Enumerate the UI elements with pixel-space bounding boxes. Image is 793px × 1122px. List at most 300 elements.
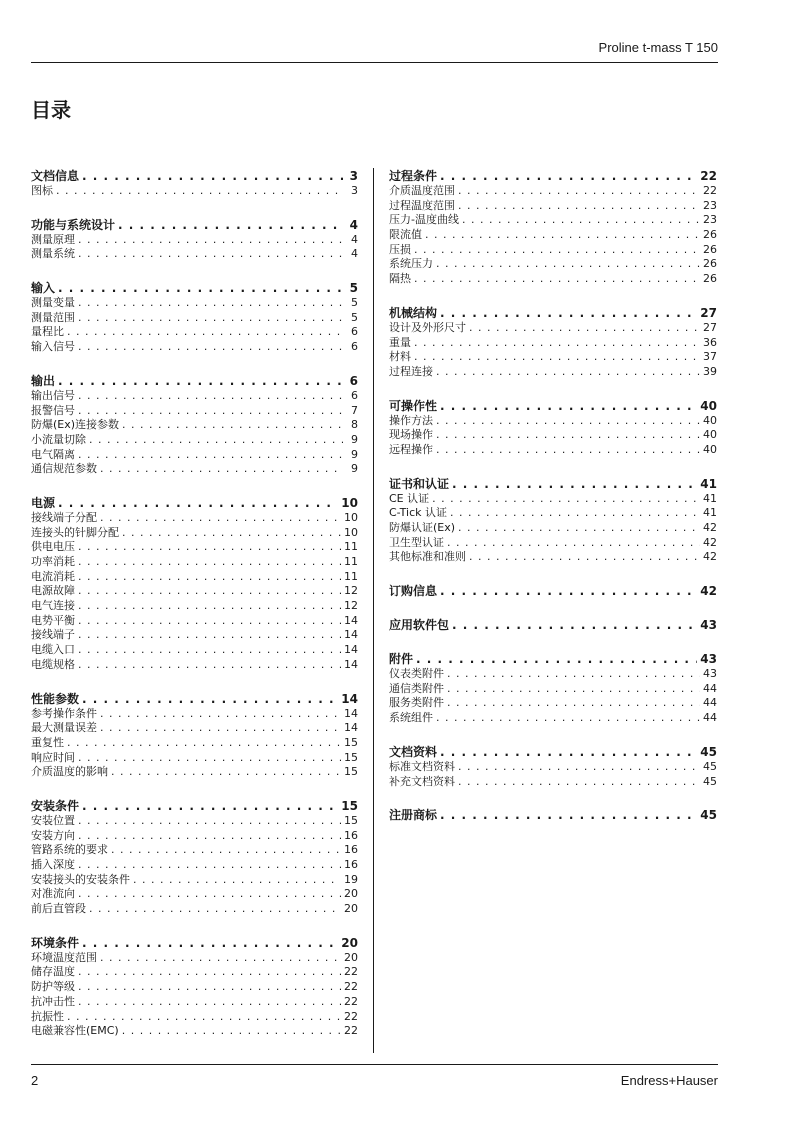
- toc-entry[interactable]: [31, 980, 358, 995]
- toc-entry-label: 现场操作: [389, 428, 433, 442]
- toc-section: [389, 744, 717, 789]
- dot-leader: [78, 404, 343, 419]
- toc-heading[interactable]: [389, 617, 717, 633]
- toc-section: [389, 617, 717, 633]
- toc-entry[interactable]: [31, 325, 358, 340]
- toc-entry-label: 介质温度范围: [389, 184, 455, 197]
- dot-leader: [78, 614, 341, 629]
- dot-leader: [78, 599, 341, 614]
- dot-leader: [458, 521, 700, 536]
- toc-heading[interactable]: [31, 691, 358, 707]
- dot-leader: [78, 340, 343, 355]
- toc-entry-label: 隔热: [389, 272, 411, 286]
- toc-heading[interactable]: [389, 651, 717, 667]
- toc-entry[interactable]: [31, 902, 358, 917]
- dot-leader: [78, 643, 341, 658]
- toc-entry[interactable]: [31, 404, 358, 419]
- dot-leader: [82, 798, 338, 814]
- dot-leader: [82, 691, 338, 707]
- toc-entry[interactable]: [389, 775, 717, 790]
- toc-heading-page: 43: [700, 652, 717, 667]
- toc-entry[interactable]: [31, 751, 358, 766]
- page-title: 目录: [31, 98, 71, 122]
- toc-heading-page: 4: [349, 217, 358, 232]
- toc-entry-page: 14: [344, 721, 358, 735]
- toc-entry-page: 6: [351, 340, 358, 354]
- toc-entry-page: 42: [703, 535, 717, 549]
- toc-entry-label: 电流消耗: [31, 569, 75, 583]
- page-header: [31, 38, 718, 63]
- dot-leader: [78, 233, 343, 248]
- toc-entry-page: 9: [351, 432, 358, 446]
- toc-entry-label: 参考操作条件: [31, 706, 97, 720]
- toc-heading[interactable]: [31, 280, 358, 296]
- toc-entry-label: 功率消耗: [31, 555, 75, 568]
- brand-name: Endress+Hauser: [620, 1073, 718, 1088]
- dot-leader: [440, 583, 697, 599]
- toc-entry-label: 测量系统: [31, 247, 75, 261]
- toc-entry-label: 连接头的针脚分配: [31, 525, 119, 539]
- toc-entry[interactable]: [389, 243, 717, 258]
- toc-entry[interactable]: [389, 667, 717, 682]
- toc-entry[interactable]: [389, 272, 717, 287]
- toc-entry-label: 电气隔离: [31, 447, 75, 461]
- dot-leader: [416, 651, 697, 667]
- toc-entry[interactable]: [31, 951, 358, 966]
- toc-entry-page: 45: [703, 774, 717, 788]
- toc-entry-page: 43: [703, 667, 717, 681]
- toc-heading-label: 安装条件: [31, 798, 80, 813]
- toc-heading-page: 10: [341, 495, 358, 510]
- dot-leader: [67, 325, 343, 340]
- toc-entry[interactable]: [389, 321, 717, 336]
- toc-entry-page: 23: [703, 213, 717, 227]
- toc-entry-label: 抗冲击性: [31, 994, 75, 1008]
- toc-entry[interactable]: [389, 414, 717, 429]
- toc-entry[interactable]: [31, 526, 358, 541]
- document-title: Proline t-mass T 150: [598, 40, 718, 55]
- toc-heading-label: 应用软件包: [389, 618, 450, 633]
- toc-entry[interactable]: [31, 965, 358, 980]
- toc-heading-page: 5: [349, 281, 358, 296]
- toc-section: [389, 476, 717, 565]
- toc-entry[interactable]: [31, 433, 358, 448]
- toc-entry[interactable]: [31, 233, 358, 248]
- dot-leader: [414, 350, 700, 365]
- toc-heading-page: 22: [700, 169, 717, 183]
- toc-entry-label: 补充文档资料: [389, 774, 455, 788]
- toc-section: [31, 280, 358, 355]
- toc-entry-label: 输入信号: [31, 340, 75, 354]
- toc-section: [31, 217, 358, 262]
- dot-leader: [78, 247, 343, 262]
- toc-section: [389, 651, 717, 726]
- toc-entry-label: 仪表类附件: [389, 667, 444, 681]
- toc-entry-page: 22: [344, 980, 358, 994]
- toc-entry-label: 环境温度范围: [31, 950, 97, 964]
- toc-entry-page: 20: [344, 887, 358, 901]
- toc-entry-label: 报警信号: [31, 403, 75, 417]
- dot-leader: [133, 873, 341, 888]
- toc-section: [389, 583, 717, 599]
- toc-entry-page: 27: [703, 320, 717, 334]
- toc-entry-page: 14: [344, 706, 358, 720]
- toc-entry-label: 电源故障: [31, 584, 75, 598]
- toc-entry[interactable]: [31, 340, 358, 355]
- toc-entry[interactable]: [31, 643, 358, 658]
- toc-section: [31, 798, 358, 917]
- toc-heading-label: 可操作性: [389, 398, 438, 413]
- toc-entry[interactable]: [31, 584, 358, 599]
- dot-leader: [82, 168, 343, 184]
- toc-entry-page: 40: [703, 413, 717, 427]
- toc-entry-page: 3: [351, 184, 358, 197]
- toc-entry-page: 44: [703, 696, 717, 710]
- toc-heading-page: 6: [349, 373, 358, 388]
- toc-entry-page: 22: [703, 184, 717, 197]
- toc-heading-label: 电源: [31, 495, 56, 510]
- dot-leader: [432, 492, 700, 507]
- toc-entry-label: 量程比: [31, 325, 64, 339]
- toc-entry[interactable]: [31, 247, 358, 262]
- dot-leader: [78, 995, 341, 1010]
- toc-entry-label: 重复性: [31, 735, 64, 749]
- dot-leader: [440, 807, 697, 823]
- toc-entry[interactable]: [389, 213, 717, 228]
- toc-entry-label: 输出信号: [31, 388, 75, 402]
- toc-entry-label: 系统组件: [389, 711, 433, 725]
- dot-leader: [122, 1024, 341, 1039]
- toc-heading[interactable]: [31, 495, 358, 511]
- toc-entry[interactable]: [31, 814, 358, 829]
- toc-entry[interactable]: [31, 389, 358, 404]
- dot-leader: [100, 951, 341, 966]
- dot-leader: [78, 296, 343, 311]
- toc-entry-label: CE 认证: [389, 491, 430, 505]
- toc-entry[interactable]: [31, 658, 358, 673]
- toc-entry[interactable]: [389, 696, 717, 711]
- toc-entry-label: 对准流向: [31, 887, 75, 901]
- dot-leader: [100, 707, 341, 722]
- dot-leader: [58, 495, 338, 511]
- toc-entry-page: 42: [703, 550, 717, 564]
- toc-entry-page: 44: [703, 711, 717, 725]
- dot-leader: [78, 980, 341, 995]
- toc-entry-label: 响应时间: [31, 750, 75, 764]
- toc-entry-page: 9: [351, 447, 358, 461]
- toc-entry-label: 接线端子: [31, 628, 75, 642]
- toc-entry[interactable]: [31, 448, 358, 463]
- toc-heading[interactable]: [389, 807, 717, 823]
- toc-entry-label: 接线端子分配: [31, 510, 97, 524]
- toc-entry-page: 22: [344, 965, 358, 979]
- toc-entry[interactable]: [31, 1010, 358, 1025]
- dot-leader: [89, 433, 343, 448]
- toc-heading-label: 文档信息: [31, 169, 80, 183]
- toc-entry-label: C-Tick 认证: [389, 506, 447, 520]
- dot-leader: [100, 511, 341, 526]
- toc-heading-label: 文档资料: [389, 744, 438, 759]
- toc-entry-label: 服务类附件: [389, 696, 444, 710]
- toc-section: [31, 691, 358, 780]
- dot-leader: [447, 536, 700, 551]
- toc-heading-page: 45: [700, 744, 717, 759]
- dot-leader: [414, 272, 700, 287]
- dot-leader: [440, 305, 697, 321]
- toc-entry-page: 40: [703, 442, 717, 456]
- toc-entry[interactable]: [389, 365, 717, 380]
- toc-entry-label: 电缆入口: [31, 643, 75, 657]
- toc-entry-label: 供电电压: [31, 540, 75, 554]
- dot-leader: [78, 570, 341, 585]
- toc-entry-label: 过程连接: [389, 364, 433, 378]
- dot-leader: [78, 751, 341, 766]
- toc-entry[interactable]: [31, 462, 358, 477]
- toc-entry-label: 电气连接: [31, 599, 75, 613]
- toc-heading[interactable]: [31, 217, 358, 233]
- page-number: 2: [31, 1073, 39, 1088]
- toc-entry[interactable]: [389, 760, 717, 775]
- toc-entry[interactable]: [31, 707, 358, 722]
- toc-entry[interactable]: [31, 570, 358, 585]
- toc-heading-page: 45: [700, 808, 717, 823]
- toc-entry-page: 9: [351, 462, 358, 476]
- dot-leader: [414, 243, 700, 258]
- toc-entry-label: 图标: [31, 184, 53, 197]
- toc-heading-page: 40: [700, 398, 717, 413]
- toc-entry-page: 39: [703, 364, 717, 378]
- toc-entry[interactable]: [389, 682, 717, 697]
- dot-leader: [78, 829, 341, 844]
- toc-entry[interactable]: [31, 887, 358, 902]
- toc-entry[interactable]: [389, 711, 717, 726]
- dot-leader: [89, 902, 341, 917]
- dot-leader: [122, 526, 341, 541]
- toc-entry-label: 安装接头的安装条件: [31, 872, 130, 886]
- dot-leader: [440, 744, 697, 760]
- toc-entry-label: 插入深度: [31, 858, 75, 871]
- toc-heading[interactable]: [389, 583, 717, 599]
- toc-entry-page: 8: [351, 418, 358, 432]
- toc-entry[interactable]: [31, 540, 358, 555]
- dot-leader: [111, 843, 341, 858]
- toc-entry[interactable]: [389, 506, 717, 521]
- toc-heading[interactable]: [31, 373, 358, 389]
- toc-heading[interactable]: [389, 168, 717, 184]
- toc-heading-label: 订购信息: [389, 584, 438, 599]
- toc-entry-label: 安装位置: [31, 813, 75, 827]
- page-footer: [31, 1064, 718, 1089]
- dot-leader: [462, 213, 700, 228]
- dot-leader: [469, 321, 700, 336]
- toc-heading-label: 注册商标: [389, 808, 438, 823]
- dot-leader: [458, 775, 700, 790]
- toc-heading-label: 输出: [31, 373, 56, 388]
- dot-leader: [78, 389, 343, 404]
- toc-entry[interactable]: [389, 443, 717, 458]
- toc-section: [31, 935, 358, 1039]
- toc-entry[interactable]: [389, 536, 717, 551]
- toc-entry-label: 小流量切除: [31, 432, 86, 446]
- toc-entry-page: 12: [344, 584, 358, 598]
- toc-entry-page: 26: [703, 257, 717, 271]
- toc-entry-label: 标准文档资料: [389, 759, 455, 773]
- toc-entry[interactable]: [31, 311, 358, 326]
- toc-entry-page: 22: [344, 1024, 358, 1038]
- toc-entry[interactable]: [31, 614, 358, 629]
- dot-leader: [78, 628, 341, 643]
- toc-entry[interactable]: [31, 843, 358, 858]
- dot-leader: [447, 682, 700, 697]
- dot-leader: [436, 414, 700, 429]
- dot-leader: [78, 555, 341, 570]
- toc-entry-page: 20: [344, 902, 358, 916]
- dot-leader: [56, 184, 343, 199]
- toc-entry[interactable]: [31, 628, 358, 643]
- dot-leader: [58, 373, 343, 389]
- toc-entry-page: 7: [351, 403, 358, 417]
- toc-entry[interactable]: [31, 296, 358, 311]
- toc-entry[interactable]: [31, 858, 358, 873]
- toc-entry-page: 22: [344, 994, 358, 1008]
- dot-leader: [67, 736, 341, 751]
- toc-entry-page: 12: [344, 599, 358, 613]
- toc-heading[interactable]: [31, 935, 358, 951]
- toc-entry-label: 测量变量: [31, 296, 75, 310]
- toc-entry[interactable]: [389, 350, 717, 365]
- toc-entry[interactable]: [389, 228, 717, 243]
- toc-entry-page: 16: [344, 828, 358, 842]
- toc-heading-page: 3: [349, 169, 358, 183]
- toc-entry[interactable]: [31, 599, 358, 614]
- toc-heading[interactable]: [31, 168, 358, 184]
- toc-heading-label: 机械结构: [389, 305, 438, 320]
- dot-leader: [447, 696, 700, 711]
- toc-entry-page: 14: [344, 643, 358, 657]
- toc-entry[interactable]: [31, 995, 358, 1010]
- toc-entry-page: 15: [344, 813, 358, 827]
- toc-entry-label: 材料: [389, 350, 411, 364]
- toc-heading-label: 环境条件: [31, 935, 80, 950]
- toc-entry[interactable]: [31, 765, 358, 780]
- toc-entry-page: 42: [703, 521, 717, 534]
- toc-right-column: [389, 168, 717, 823]
- toc-entry[interactable]: [31, 873, 358, 888]
- toc-heading-page: 43: [700, 618, 717, 633]
- toc-entry-page: 15: [344, 735, 358, 749]
- toc-entry[interactable]: [31, 555, 358, 570]
- toc-entry-label: 测量原理: [31, 232, 75, 246]
- toc-section: [31, 168, 358, 199]
- dot-leader: [78, 448, 343, 463]
- dot-leader: [452, 617, 697, 633]
- toc-entry-page: 5: [351, 296, 358, 310]
- toc-entry-page: 11: [344, 540, 358, 554]
- toc-entry[interactable]: [389, 257, 717, 272]
- toc-heading[interactable]: [389, 476, 717, 492]
- dot-leader: [82, 935, 338, 951]
- toc-entry-label: 压力-温度曲线: [389, 213, 459, 227]
- toc-left-column: [31, 168, 358, 1039]
- toc-entry-label: 通信规范参数: [31, 462, 97, 476]
- dot-leader: [440, 168, 697, 184]
- toc-section: [389, 807, 717, 823]
- toc-entry-page: 11: [344, 555, 358, 568]
- dot-leader: [458, 199, 700, 214]
- toc-entry[interactable]: [389, 550, 717, 565]
- toc-entry-page: 41: [703, 506, 717, 520]
- toc-entry-page: 10: [344, 510, 358, 524]
- toc-entry[interactable]: [389, 184, 717, 199]
- toc-heading-label: 性能参数: [31, 691, 80, 706]
- toc-entry-label: 防爆认证(Ex): [389, 521, 456, 534]
- toc-heading[interactable]: [31, 798, 358, 814]
- toc-entry-label: 通信类附件: [389, 681, 444, 695]
- dot-leader: [78, 887, 341, 902]
- toc-entry-page: 44: [703, 681, 717, 695]
- toc-entry[interactable]: [389, 428, 717, 443]
- toc-entry-label: 远程操作: [389, 442, 433, 456]
- dot-leader: [78, 814, 341, 829]
- dot-leader: [436, 257, 700, 272]
- toc-entry-page: 15: [344, 750, 358, 764]
- toc-entry[interactable]: [31, 721, 358, 736]
- column-divider: [373, 168, 374, 1053]
- toc-entry-label: 过程温度范围: [389, 198, 455, 212]
- toc-section: [389, 305, 717, 380]
- toc-entry[interactable]: [389, 521, 717, 536]
- toc-entry-page: 10: [344, 525, 358, 539]
- toc-heading-label: 证书和认证: [389, 476, 450, 491]
- toc-entry-page: 5: [351, 310, 358, 324]
- toc-heading[interactable]: [389, 398, 717, 414]
- dot-leader: [425, 228, 700, 243]
- toc-heading-page: 20: [341, 935, 358, 950]
- dot-leader: [78, 965, 341, 980]
- toc-section: [389, 168, 717, 287]
- toc-entry[interactable]: [389, 199, 717, 214]
- toc-entry-label: 介质温度的影响: [31, 765, 108, 779]
- dot-leader: [440, 398, 697, 414]
- dot-leader: [452, 476, 697, 492]
- toc-entry[interactable]: [31, 1024, 358, 1039]
- toc-entry[interactable]: [389, 336, 717, 351]
- toc-entry-label: 电磁兼容性(EMC): [31, 1024, 119, 1038]
- toc-entry-page: 11: [344, 569, 358, 583]
- toc-entry[interactable]: [389, 492, 717, 507]
- toc-entry[interactable]: [31, 829, 358, 844]
- toc-entry-page: 14: [344, 628, 358, 642]
- toc-entry-page: 40: [703, 428, 717, 442]
- toc-heading[interactable]: [389, 744, 717, 760]
- dot-leader: [78, 858, 341, 873]
- toc-entry-label: 电势平衡: [31, 613, 75, 627]
- toc-heading[interactable]: [389, 305, 717, 321]
- toc-entry[interactable]: [31, 418, 358, 433]
- toc-entry[interactable]: [31, 511, 358, 526]
- toc-entry-page: 41: [703, 491, 717, 505]
- toc-entry-page: 16: [344, 843, 358, 857]
- toc-section: [389, 398, 717, 458]
- toc-entry-page: 19: [344, 872, 358, 886]
- dot-leader: [118, 217, 343, 233]
- dot-leader: [78, 584, 341, 599]
- toc-entry-page: 6: [351, 388, 358, 402]
- toc-entry[interactable]: [31, 184, 358, 199]
- toc-entry-page: 26: [703, 228, 717, 242]
- toc-entry[interactable]: [31, 736, 358, 751]
- toc-entry-label: 电缆规格: [31, 657, 75, 671]
